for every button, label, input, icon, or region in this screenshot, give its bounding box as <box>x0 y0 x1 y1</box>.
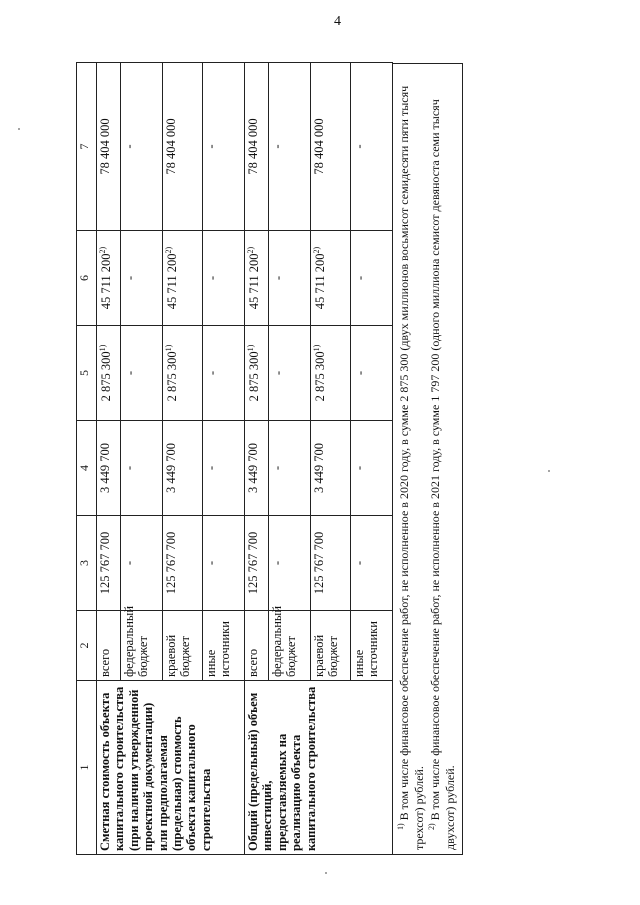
footnote-mark: 1) <box>396 823 405 830</box>
header-cell: 1 <box>77 681 97 855</box>
amount-cell: 125 767 700 <box>311 516 351 611</box>
amount-cell <box>203 231 245 326</box>
scan-speck <box>548 470 550 472</box>
amount-cell: 78 404 000 <box>245 63 269 231</box>
amount-value: - <box>271 370 286 376</box>
amount-cell: - <box>203 63 245 231</box>
amount-cell: 3 449 700 <box>163 421 203 516</box>
amount-cell: 125 767 700 <box>163 516 203 611</box>
footnote-text: В том числе финансовое обеспечение работ, не исполненное в 2020 году, в сумме 2 875 300 (двух миллионов восьмисот семидесяти пяти тысяч трехсот) рублей. <box>397 85 426 850</box>
amount-cell <box>121 231 163 326</box>
amount-value: 2 875 300 <box>99 351 114 402</box>
amount-cell <box>163 231 203 326</box>
amount-cell <box>245 326 269 421</box>
footnote <box>427 68 458 850</box>
amount-value: - <box>205 275 220 281</box>
amount-cell: - <box>269 421 311 516</box>
amount-cell: 3 449 700 <box>97 421 121 516</box>
amount-value: - <box>271 275 286 281</box>
amount-value: - <box>205 370 220 376</box>
funding-source: федеральный бюджет <box>269 611 311 681</box>
funding-source: краевой бюджет <box>311 611 351 681</box>
amount-cell <box>245 231 269 326</box>
footnote <box>396 68 427 850</box>
amount-cell <box>311 231 351 326</box>
amount-cell: - <box>351 63 393 231</box>
funding-source: всего <box>245 611 269 681</box>
funding-source: иные источники <box>203 611 245 681</box>
header-cell: 4 <box>77 421 97 516</box>
header-cell: 3 <box>77 516 97 611</box>
amount-cell <box>269 231 311 326</box>
section-label: Сметная стоимость объекта капитального строительства (при наличии утвержденной проектной документации) или предполагаемая (предельная) стоимость объекта капитального строительства <box>97 681 245 855</box>
amount-cell <box>121 326 163 421</box>
footnote-text: В том числе финансовое обеспечение работ, не исполненное в 2021 году, в сумме 1 797 200 (одного миллиона семисот девяноста семи тысяч двухсот) рублей. <box>428 99 457 850</box>
amount-cell: 125 767 700 <box>245 516 269 611</box>
amount-cell: - <box>121 421 163 516</box>
amount-value: 45 711 200 <box>99 253 114 310</box>
amount-cell: 125 767 700 <box>97 516 121 611</box>
footnote-ref: 1) <box>98 344 107 352</box>
amount-value: - <box>123 275 138 281</box>
footnote-ref: 1) <box>164 344 173 352</box>
table-header-row <box>77 63 97 855</box>
amount-value: 45 711 200 <box>165 253 180 310</box>
amount-cell <box>311 326 351 421</box>
scan-speck <box>18 128 20 130</box>
amount-value: - <box>353 275 368 281</box>
amount-value: - <box>123 370 138 376</box>
amount-value: 2 875 300 <box>313 351 328 402</box>
amount-cell <box>269 326 311 421</box>
footnote-ref: 2) <box>312 246 321 254</box>
amount-cell: - <box>203 516 245 611</box>
header-cell: 7 <box>77 63 97 231</box>
amount-value: 45 711 200 <box>313 253 328 310</box>
footnote-ref: 2) <box>98 246 107 254</box>
funding-source: всего <box>97 611 121 681</box>
header-cell: 5 <box>77 326 97 421</box>
amount-cell: 3 449 700 <box>311 421 351 516</box>
footnotes <box>393 63 463 855</box>
footnote-ref: 1) <box>312 344 321 352</box>
amount-cell: - <box>121 63 163 231</box>
amount-cell <box>351 326 393 421</box>
amount-cell: - <box>121 516 163 611</box>
amount-cell: 78 404 000 <box>97 63 121 231</box>
amount-value: 45 711 200 <box>247 253 262 310</box>
page-number: 4 <box>334 14 341 29</box>
footnote-mark: 2) <box>427 823 436 830</box>
amount-value: 2 875 300 <box>165 351 180 402</box>
amount-cell: - <box>351 516 393 611</box>
header-cell: 2 <box>77 611 97 681</box>
footnote-ref: 2) <box>246 246 255 254</box>
amount-cell: 78 404 000 <box>311 63 351 231</box>
budget-table <box>76 62 393 855</box>
amount-cell: - <box>269 516 311 611</box>
rotated-content <box>76 63 457 855</box>
section-label: Общий (предельный) объем инвестиций, предоставляемых на реализацию объекта капитального строительства <box>245 681 393 855</box>
amount-value: - <box>353 370 368 376</box>
amount-cell: 78 404 000 <box>163 63 203 231</box>
amount-cell <box>97 231 121 326</box>
header-cell: 6 <box>77 231 97 326</box>
scan-speck <box>325 872 327 874</box>
amount-cell <box>163 326 203 421</box>
footnote-ref: 1) <box>246 344 255 352</box>
amount-cell: - <box>269 63 311 231</box>
funding-source: федеральный бюджет <box>121 611 163 681</box>
table-row <box>97 63 121 855</box>
amount-cell <box>203 326 245 421</box>
amount-value: 2 875 300 <box>247 351 262 402</box>
amount-cell: - <box>351 421 393 516</box>
table-row <box>245 63 269 855</box>
amount-cell: - <box>203 421 245 516</box>
amount-cell <box>97 326 121 421</box>
footnote-ref: 2) <box>164 246 173 254</box>
funding-source: иные источники <box>351 611 393 681</box>
funding-source: краевой бюджет <box>163 611 203 681</box>
amount-cell: 3 449 700 <box>245 421 269 516</box>
amount-cell <box>351 231 393 326</box>
